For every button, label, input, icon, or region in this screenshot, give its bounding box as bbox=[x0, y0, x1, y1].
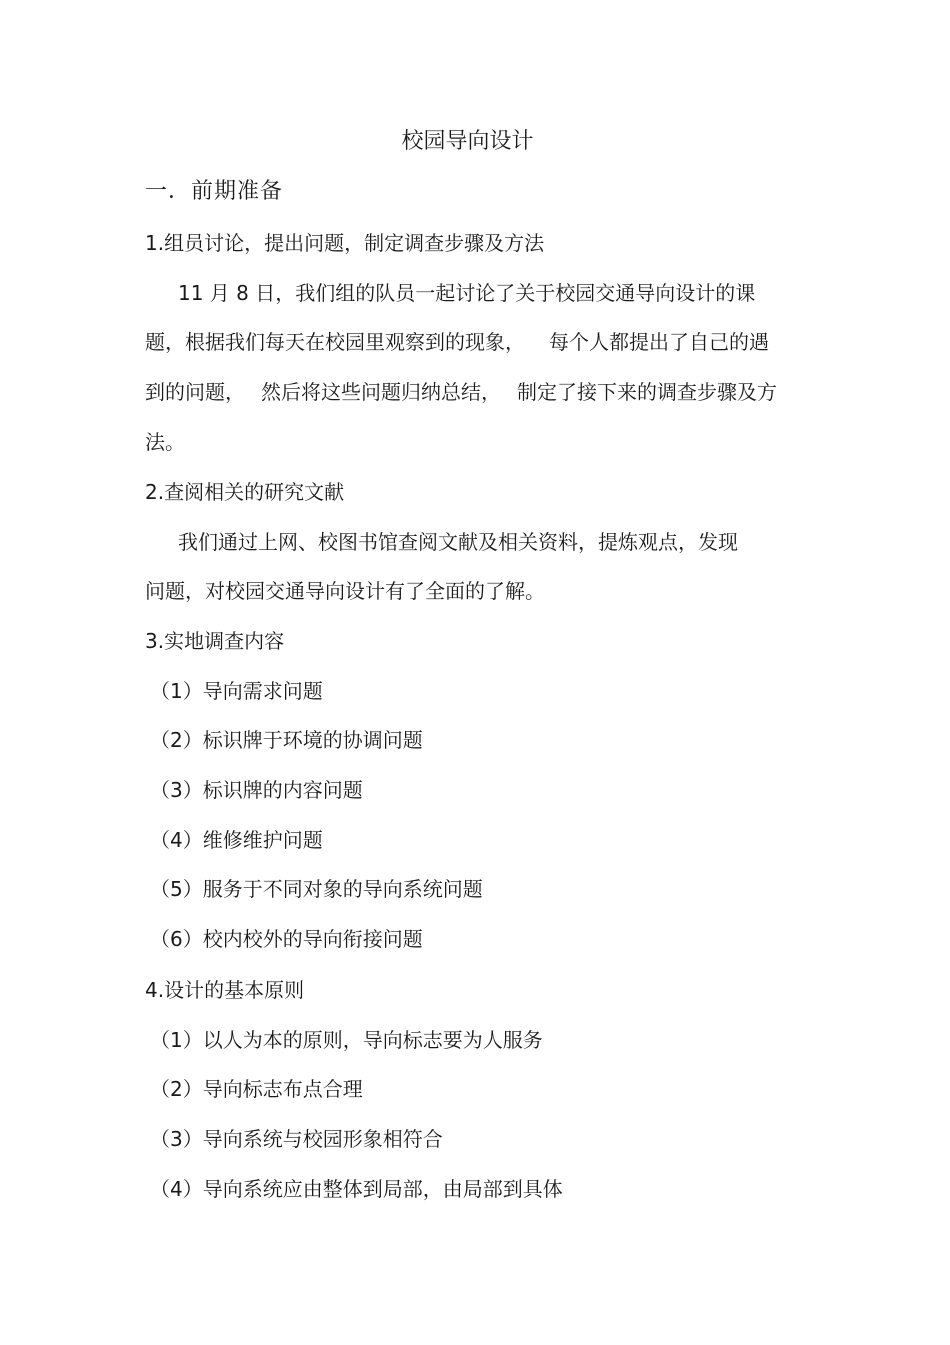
paragraph-line bbox=[145, 377, 777, 407]
document-title: 校园导向设计 bbox=[401, 129, 534, 154]
list-item: （2）导向标志布点合理 bbox=[150, 1077, 363, 1101]
list-item: （1）导向需求问题 bbox=[150, 679, 323, 703]
paragraph-line bbox=[145, 327, 769, 357]
list-item: （5）服务于不同对象的导向系统问题 bbox=[150, 877, 483, 901]
list-item: （4）导向系统应由整体到局部，由局部到具体 bbox=[150, 1177, 563, 1201]
subsection-heading-principles: 4.设计的基本原则 bbox=[145, 978, 305, 1002]
list-item: （3）标识牌的内容问题 bbox=[150, 778, 363, 802]
paragraph-line: 问题，对校园交通导向设计有了全面的了解。 bbox=[145, 579, 545, 603]
paragraph-segment: 题，根据我们每天在校园里观察到的现象， bbox=[145, 330, 525, 354]
paragraph-line: 我们通过上网、校图书馆查阅文献及相关资料，提炼观点，发现 bbox=[178, 530, 738, 554]
list-item: （1）以人为本的原则，导向标志要为人服务 bbox=[150, 1028, 543, 1052]
subsection-heading-discussion: 1.组员讨论，提出问题，制定调查步骤及方法 bbox=[145, 231, 545, 255]
paragraph-segment: 制定了接下来的调查步骤及方 bbox=[517, 380, 777, 404]
list-item: （3）导向系统与校园形象相符合 bbox=[150, 1127, 443, 1151]
list-item: （2）标识牌于环境的协调问题 bbox=[150, 728, 423, 752]
list-item: （4）维修维护问题 bbox=[150, 828, 323, 852]
paragraph-line: 法。 bbox=[145, 430, 185, 454]
paragraph-segment: 每个人都提出了自己的遇 bbox=[549, 330, 769, 354]
section-heading-preparation: 一．前期准备 bbox=[145, 179, 284, 204]
subsection-heading-literature: 2.查阅相关的研究文献 bbox=[145, 480, 345, 504]
paragraph-segment: 然后将这些问题归纳总结， bbox=[261, 380, 501, 404]
subsection-heading-survey: 3.实地调查内容 bbox=[145, 629, 285, 653]
list-item: （6）校内校外的导向衔接问题 bbox=[150, 927, 423, 951]
paragraph-line: 11 月 8 日，我们组的队员一起讨论了关于校园交通导向设计的课 bbox=[178, 281, 756, 305]
paragraph-segment: 到的问题， bbox=[145, 380, 245, 404]
